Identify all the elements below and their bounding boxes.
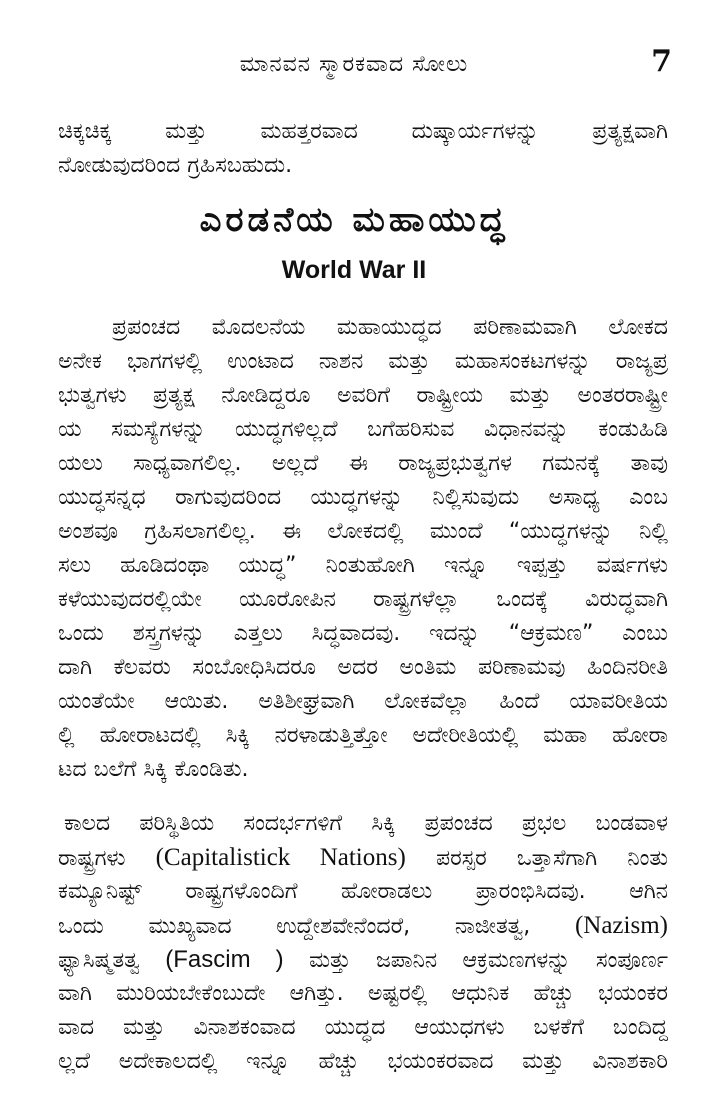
paragraph-2-line-1: ಕಾಲದ ಪರಿಸ್ಥಿತಿಯ ಸಂದರ್ಭಗಳಿಗೆ ಸಿಕ್ಕಿ ಪ್ರಪಂಚದ ಪ್ರಭಲ ಬಂಡವಾಳ [64, 811, 668, 836]
english-term: (Fascim ) [165, 946, 284, 973]
paragraph-1-line-4: ಯ ಸಮಸ್ಯೆಗಳನ್ನು ಯುದ್ಧಗಳಿಲ್ಲದೆ ಬಗೆಹರಿಸುವ ವಿಧಾನವನ್ನು ಕಂಡುಹಿಡಿ [58, 417, 668, 442]
paragraph-1-line-9: ಕಳೆಯುವುದರಲ್ಲಿಯೇ ಯೂರೋಪಿನ ರಾಷ್ಟ್ರಗಳೆಲ್ಲಾ ಒಂದಕ್ಕೆ ವಿರುದ್ಧವಾಗಿ [58, 587, 668, 612]
paragraph-1-line-5: ಯಲು ಸಾಧ್ಯವಾಗಲಿಲ್ಲ. ಅಲ್ಲದೆ ಈ ರಾಜ್ಯಪ್ರಭುತ್ವಗಳ ಗಮನಕ್ಕೆ ತಾವು [58, 451, 668, 476]
paragraph-1-line-8: ಸಲು ಹೂಡಿದಂಥಾ ಯುದ್ಧ” ನಿಂತುಹೋಗಿ ಇನ್ನೂ ಇಪ್ಪತ್ತು ವರ್ಷಗಳು [58, 553, 668, 578]
text-kannada: ಮತ್ತು ಜಪಾನಿನ ಆಕ್ರಮಣಗಳನ್ನು ಸಂಪೂರ್ಣ [309, 948, 668, 973]
paragraph-1-line-14: ಟದ ಬಲೆಗೆ ಸಿಕ್ಕಿ ಕೊಂಡಿತು. [58, 757, 249, 782]
paragraph-2-line-4 [58, 910, 668, 943]
english-term: (Nazism) [574, 912, 668, 939]
paragraph-2-line-5 [58, 944, 668, 977]
paragraph-1-line-2: ಅನೇಕ ಭಾಗಗಳಲ್ಲಿ ಉಂಟಾದ ನಾಶನ ಮತ್ತು ಮಹಾಸಂಕಟಗಳನ್ನು ರಾಜ್ಯಪ್ರ [58, 349, 668, 374]
page-number: 7 [651, 44, 672, 79]
paragraph-1-line-11: ದಾಗಿ ಕೆಲವರು ಸಂಬೋಧಿಸಿದರೂ ಅದರ ಅಂತಿಮ ಪರಿಣಾಮವು ಹಿಂದಿನರೀತಿ [58, 655, 668, 680]
paragraph-1-line-3: ಭುತ್ವಗಳು ಪ್ರತ್ಯಕ್ಷ ನೋಡಿದ್ದರೂ ಅವರಿಗೆ ರಾಷ್ಟ್ರೀಯ ಮತ್ತು ಅಂತರರಾಷ್ಟ್ರೀ [58, 383, 668, 408]
paragraph-2-line-6: ವಾಗಿ ಮುರಿಯಬೇಕೆಂಬುದೇ ಆಗಿತ್ತು. ಅಷ್ಟರಲ್ಲಿ ಆಧುನಿಕ ಹೆಚ್ಚು ಭಯಂಕರ [58, 981, 668, 1006]
intro-line-1: ಚಿಕ್ಕಚಿಕ್ಕ ಮತ್ತು ಮಹತ್ತರವಾದ ದುಷ್ಕಾರ್ಯಗಳನ್ನು ಪ್ರತ್ಯಕ್ಷವಾಗಿ [58, 119, 668, 144]
text-kannada: ರಾಷ್ಟ್ರಗಳು [58, 846, 126, 871]
running-title: ಮಾನವನ ಸ್ಮಾರಕವಾದ ಸೋಲು [239, 52, 469, 77]
paragraph-1-line-12: ಯಂತೆಯೇ ಆಯಿತು. ಅತಿಶೀಘ್ರವಾಗಿ ಲೋಕವೆಲ್ಲಾ ಹಿಂದೆ ಯಾವರೀತಿಯ [58, 689, 668, 714]
text-kannada: ಫ್ಯಾಸಿಷ್ಮತತ್ವ [58, 948, 140, 973]
paragraph-2-line-2 [58, 842, 668, 875]
intro-line-2: ನೋಡುವುದರಿಂದ ಗ್ರಹಿಸಬಹುದು. [58, 153, 293, 178]
section-title-kannada: ಎರಡನೆಯ ಮಹಾಯುದ್ಧ [199, 200, 509, 240]
paragraph-1-line-13: ಲ್ಲಿ ಹೋರಾಟದಲ್ಲಿ ಸಿಕ್ಕಿ ನರಳಾಡುತ್ತಿತ್ತೋ ಅದೇರೀತಿಯಲ್ಲಿ ಮಹಾ ಹೋರಾ [58, 723, 668, 748]
paragraph-2-line-3: ಕಮ್ಯೂನಿಷ್ಟ್ ರಾಷ್ಟ್ರಗಳೊಂದಿಗೆ ಹೋರಾಡಲು ಪ್ರಾರಂಭಿಸಿದವು. ಆಗಿನ [58, 879, 668, 904]
text-kannada: ಒಂದು ಮುಖ್ಯವಾದ ಉದ್ದೇಶವೇನೆಂದರೆ, ನಾಜೀತತ್ವ, [58, 914, 531, 939]
section-title-english: World War II [281, 256, 427, 284]
paragraph-1-line-6: ಯುದ್ಧಸನ್ನಧ ರಾಗುವುದರಿಂದ ಯುದ್ಧಗಳನ್ನು ನಿಲ್ಲಿಸುವುದು ಅಸಾಧ್ಯ ಎಂಬ [58, 485, 668, 510]
paragraph-1-line-10: ಒಂದು ಶಸ್ತ್ರಗಳನ್ನು ಎತ್ತಲು ಸಿದ್ಧವಾದವು. ಇದನ್ನು “ಆಕ್ರಮಣ” ಎಂಬು [58, 621, 668, 646]
paragraph-2-line-8: ಲ್ಲದೆ ಅದೇಕಾಲದಲ್ಲಿ ಇನ್ನೂ ಹೆಚ್ಚು ಭಯಂಕರವಾದ ಮತ್ತು ವಿನಾಶಕಾರಿ [58, 1049, 668, 1074]
text-kannada: ಪರಸ್ಪರ ಒತ್ತಾಸೆಗಾಗಿ ನಿಂತು [435, 846, 668, 871]
english-term: (Capitalistick Nations) [155, 844, 406, 871]
paragraph-1-line-1: ಪ್ರಪಂಚದ ಮೊದಲನೆಯ ಮಹಾಯುದ್ಧದ ಪರಿಣಾಮವಾಗಿ ಲೋಕದ [112, 315, 668, 340]
paragraph-1-line-7: ಅಂಶವೂ ಗ್ರಹಿಸಲಾಗಲಿಲ್ಲ. ಈ ಲೋಕದಲ್ಲಿ ಮುಂದೆ “ಯುದ್ಧಗಳನ್ನು ನಿಲ್ಲಿ [58, 519, 668, 544]
paragraph-2-line-7: ವಾದ ಮತ್ತು ವಿನಾಶಕಂವಾದ ಯುದ್ಧದ ಆಯುಧಗಳು ಬಳಕೆಗೆ ಬಂದಿದ್ದ [58, 1015, 668, 1040]
